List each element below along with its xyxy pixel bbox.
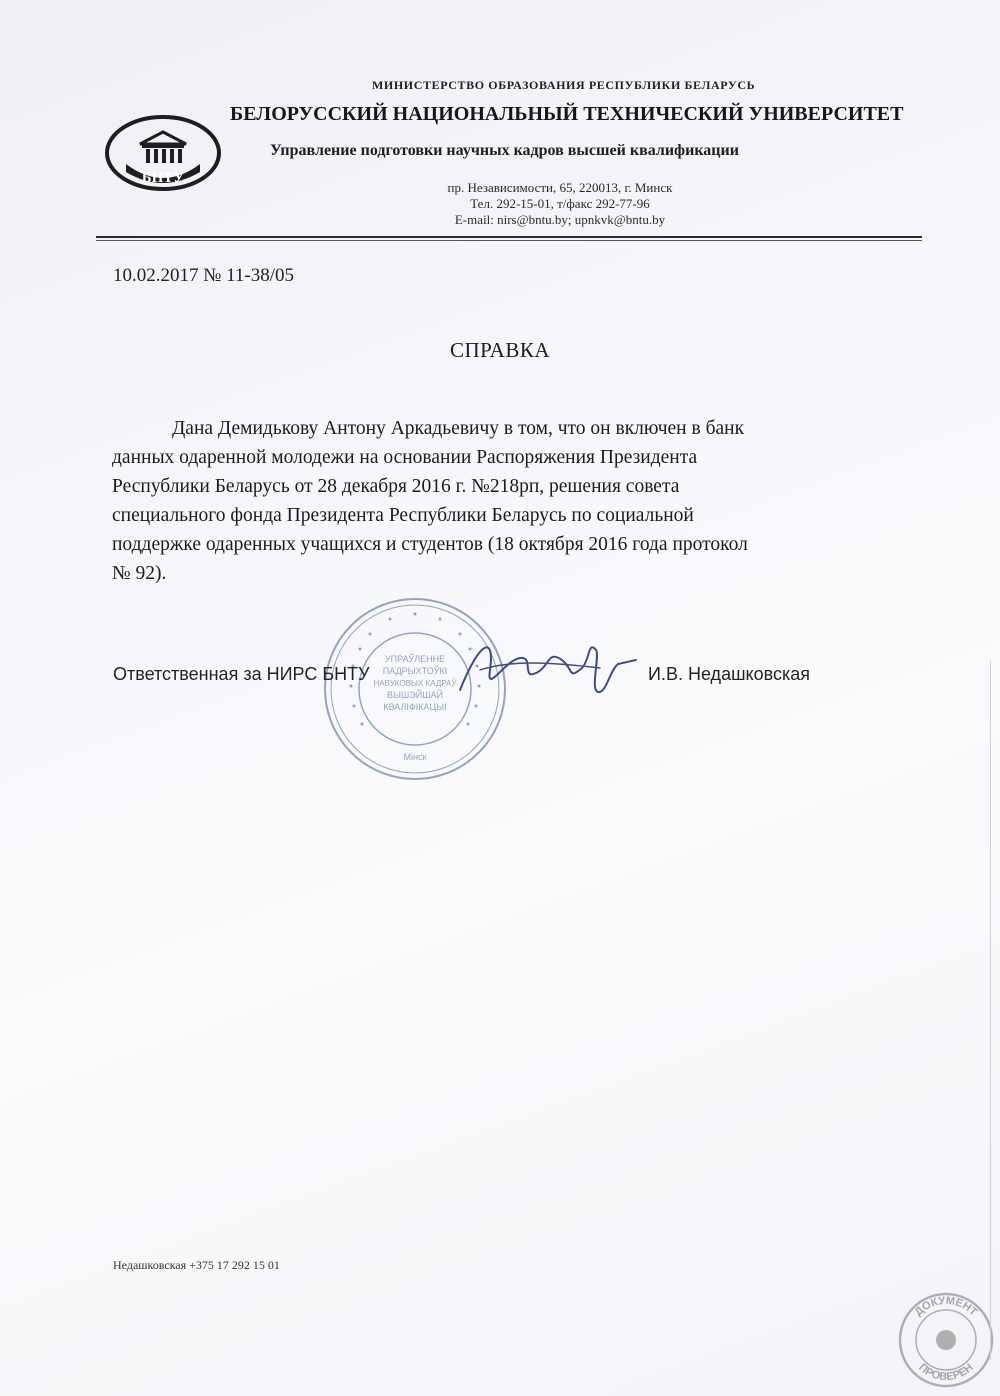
ministry-name: МИНИСТЕРСТВО ОБРАЗОВАНИЯ РЕСПУБЛИКИ БЕЛАРУСЬ bbox=[372, 78, 756, 92]
stamp-line: ВЫШЭЙШАЙ bbox=[387, 690, 443, 700]
email-line: E-mail: nirs@bntu.by; upnkvk@bntu.by bbox=[454, 212, 666, 227]
address-line: пр. Независимости, 65, 220013, г. Минск bbox=[447, 180, 673, 195]
stamp-line: НАВУКОВЫХ КАДРАЎ bbox=[373, 679, 457, 688]
paragraph-line: специального фонда Президента Республики Беларусь по социальной bbox=[112, 505, 694, 526]
paragraph-line: Республики Беларусь от 28 декабря 2016 г. №218рп, решения совета bbox=[112, 476, 680, 497]
contact-block bbox=[380, 180, 740, 228]
document-title: СПРАВКА bbox=[449, 338, 550, 362]
watermark-top: ДОКУМЕНТ bbox=[912, 1294, 980, 1319]
signatory-name: И.В. Недашковская bbox=[648, 664, 810, 684]
paragraph-line: Дана Демидькову Антону Аркадьевичу в том, что он включен в банк bbox=[172, 418, 745, 439]
paragraph-line: поддержке одаренных учащихся и студентов (18 октября 2016 года протокол bbox=[112, 534, 748, 555]
logo-text: БНТУ bbox=[141, 170, 185, 186]
university-name: БЕЛОРУССКИЙ НАЦИОНАЛЬНЫЙ ТЕХНИЧЕСКИЙ УНИВЕРСИТЕТ bbox=[230, 103, 904, 125]
bntu-logo-icon bbox=[104, 114, 222, 192]
phone-line: Тел. 292-15-01, т/факс 292-77-96 bbox=[470, 196, 650, 211]
paper-edge bbox=[990, 660, 997, 1360]
stamp-line: КВАЛІФІКАЦЫІ bbox=[383, 702, 447, 712]
verified-watermark-icon bbox=[896, 1290, 996, 1390]
svg-text:ДОКУМЕНТ bbox=[913, 1295, 980, 1319]
header-divider-thin bbox=[96, 240, 922, 241]
document-number: 10.02.2017 № 11-38/05 bbox=[113, 265, 295, 286]
paragraph-line: данных одаренной молодежи на основании Распоряжения Президента bbox=[112, 447, 698, 468]
certificate-paragraph bbox=[112, 414, 912, 588]
header-divider bbox=[96, 236, 922, 238]
handwritten-signature bbox=[450, 620, 640, 710]
signatory-role: Ответственная за НИРС БНТУ bbox=[113, 664, 370, 684]
stamp-line: УПРАЎЛЕННЕ bbox=[384, 654, 446, 664]
paragraph-line: № 92). bbox=[112, 563, 167, 584]
executor-contact: Недашковская +375 17 292 15 01 bbox=[113, 1258, 280, 1272]
stamp-city: Мінск bbox=[403, 752, 427, 762]
stamp-line: ПАДРЫХТОЎКІ bbox=[382, 666, 448, 676]
watermark-bottom: ПРОВЕРЕН bbox=[916, 1361, 976, 1384]
department-name: Управление подготовки научных кадров высшей квалификации bbox=[270, 142, 739, 159]
